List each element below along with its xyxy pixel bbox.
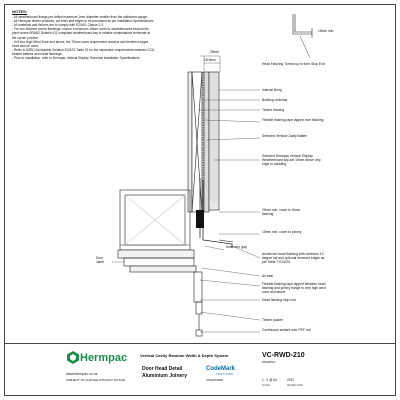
note-line: - In Extra High Wind Zone and above, the 75mm cover requirement remains and hemmed edges	[12, 39, 149, 44]
drawing-caption: DRAWING	[262, 360, 276, 364]
label-stop-end: Head flashing stop end	[262, 298, 296, 302]
label-door-jamb: Door Jamb	[96, 256, 105, 264]
note-line: point where BRANZ Bulletin 411 compliant weatherboard tap or reliable combinations terminate at	[12, 31, 150, 36]
title-block	[4, 343, 396, 396]
note-line: - All weatherboard fixings pre-drilled maximum 1mm diameter smaller than the nail/screw gauge.	[12, 15, 148, 20]
issued-caption: ISSUED DATE	[287, 384, 303, 387]
wall-section	[188, 72, 219, 212]
system-name: Vertical Cavity Random Width & Depth System	[140, 353, 229, 358]
min-dim-label: 15mm min.	[318, 29, 335, 33]
note-line: - All materials and fixtures are to comply with E2/AS1 Clause 2.3.	[12, 23, 104, 28]
detail-subtitle: Aluminium Joinery	[142, 373, 188, 379]
note-line: - For non-tinished corner flashings, ensure a minimum 15mm cover to weatherboards beyond the	[12, 27, 149, 32]
subject-note: SUBJECT TO CHANGE WITHOUT NOTICE	[66, 378, 126, 382]
label-flexible-flashing: Flexible flashing tape lapped over flashing	[262, 118, 324, 122]
label-cover-10: 10mm min. cover to joinery	[262, 230, 302, 234]
note-line: must also be used.	[12, 43, 39, 48]
detail-title: Door Head Detail	[142, 366, 183, 372]
label-flexible-tape-between: Flexible flashing tape lapped between head flashing and joinery flange in very high wind zone and above	[262, 282, 326, 294]
notes-title: NOTES:	[12, 9, 28, 14]
website-link[interactable]: www.hermpac.co.nz	[66, 372, 98, 376]
note-line: - All Hermpac timber products, cut ends and edges to be precoated as per Installation Specifications.	[12, 19, 154, 24]
note-line: treated battens and metal flashings.	[12, 51, 63, 56]
flashing-tape	[196, 210, 204, 228]
label-timber-framing: Timber framing	[262, 108, 285, 112]
hermpac-logo-icon	[66, 350, 80, 364]
label-cavity-batten: Selected Vertical Cavity Batten	[262, 134, 308, 138]
label-gap-5: 5mm min. gap	[226, 245, 247, 249]
cavity-batten	[204, 72, 209, 212]
note-line: - Prior to installation, refer to Hermpac Vertical Shiplap Technical Installation Specifications.	[12, 56, 141, 61]
codemark-logo: CodeMark	[206, 366, 236, 372]
stop-end-label: Head Flashing Turned up to form Stop End	[262, 62, 325, 66]
dim-28: 28mm	[210, 50, 220, 54]
brand-name: Hermpac	[80, 352, 128, 364]
note-line: the corner junction.	[12, 35, 40, 40]
label-cover-20: 20mm min. cover to Head flashing	[262, 208, 300, 216]
label-shiplap: Selected Hermpac Vertical Shiplap Weatherboard slip-set 15mm above drip edge to cladding	[262, 154, 321, 166]
stop-end-inset	[293, 14, 312, 38]
label-timber-packer: Timber packer	[262, 318, 283, 322]
codemark-number: CMNZ70008	[206, 378, 224, 382]
scale-value: 1 : 2 @ A4	[262, 378, 277, 382]
note-line: - Refer to NZBC Acceptable Solution E2/AS1 Table 21 for the separation requirements between CCA	[12, 47, 155, 52]
dim-18-5: 18.5mm	[204, 58, 216, 62]
label-building-underlay: Building underlay	[262, 98, 288, 102]
year-value: 2022	[287, 378, 295, 382]
label-internal-lining: Internal lining	[262, 88, 282, 92]
codemark-certified: CERTIFIED	[216, 373, 234, 376]
scale-caption: SCALE	[262, 384, 270, 387]
label-sealant: Continuous sealant over PEF rod	[262, 328, 311, 332]
label-air-seal: Air seal	[262, 274, 273, 278]
label-aluminium-head: Aluminium head flashing with minimum 10 degree fall and optional hemmed edges as per Table 7 E2/AS1	[262, 252, 325, 264]
drawing-code: VC-RWD-210	[262, 352, 305, 359]
